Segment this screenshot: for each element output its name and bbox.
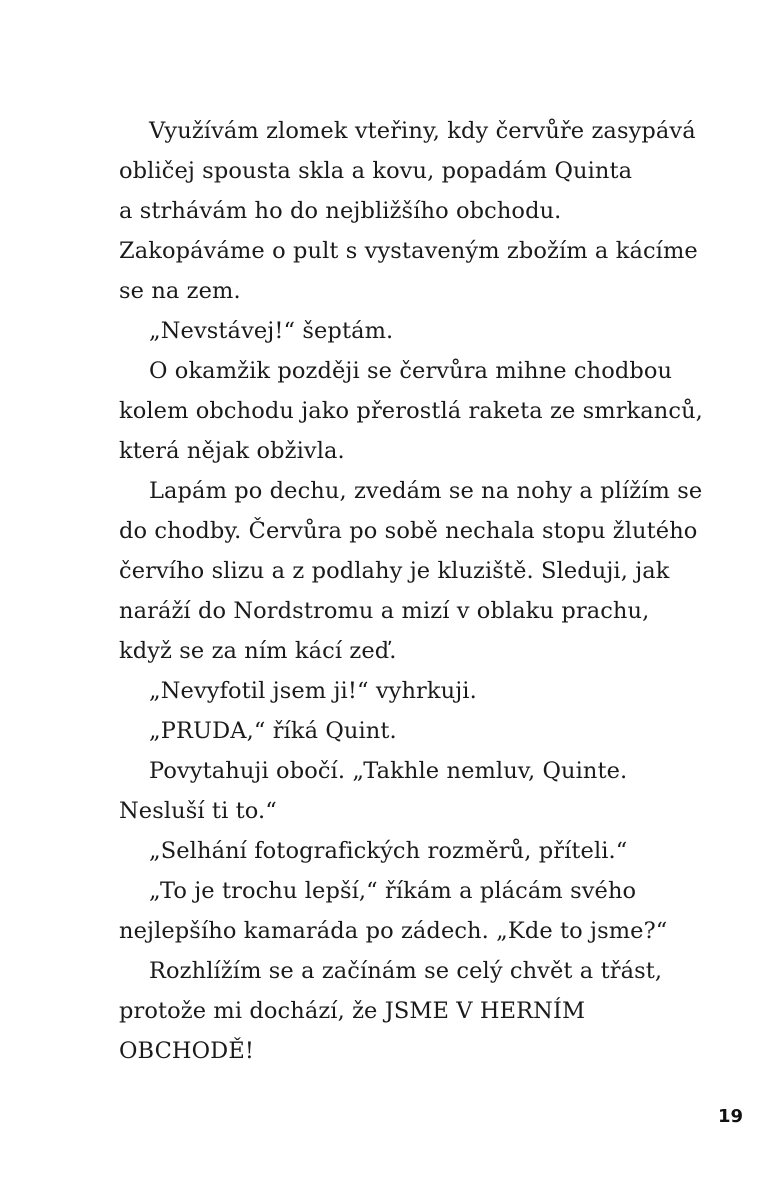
text-line: O okamžik později se červůra mihne chodbou (149, 358, 673, 384)
text-line: OBCHODĚ! (119, 1038, 254, 1064)
text-line: Rozhlížím se a začínám se celý chvět a třást, (149, 958, 663, 984)
text-line: Povytahuji obočí. „Takhle nemluv, Quinte. (149, 758, 628, 784)
text-line: Využívám zlomek vteřiny, kdy červůře zasypává (149, 118, 696, 144)
text-line: protože mi dochází, že JSME V HERNÍM (119, 998, 586, 1024)
text-line: naráží do Nordstromu a mizí v oblaku prachu, (119, 598, 650, 624)
text-line: červího slizu a z podlahy je kluziště. Sleduji, jak (119, 558, 670, 584)
text-line: kolem obchodu jako přerostlá raketa ze smrkanců, (119, 398, 703, 424)
text-line: obličej spousta skla a kovu, popadám Quinta (119, 158, 633, 184)
text-line: která nějak obživla. (119, 438, 345, 464)
text-line: „Selhání fotografických rozměrů, příteli.“ (149, 838, 628, 864)
text-line: a strhávám ho do nejbližšího obchodu. (119, 198, 562, 224)
text-line: „Nevstávej!“ šeptám. (149, 318, 394, 344)
text-line: „PRUDA,“ říká Quint. (149, 718, 397, 744)
text-line: Zakopáváme o pult s vystaveným zbožím a kácíme (119, 238, 698, 264)
page-number: 19 (717, 1106, 743, 1127)
text-line: když se za ním kácí zeď. (119, 638, 397, 664)
text-line: nejlepšího kamaráda po zádech. „Kde to jsme?“ (119, 918, 668, 944)
text-line: Lapám po dechu, zvedám se na nohy a plížím se (149, 478, 703, 504)
text-line: „Nevyfotil jsem ji!“ vyhrkuji. (149, 678, 477, 704)
text-line: do chodby. Červůra po sobě nechala stopu žlutého (119, 518, 698, 544)
body-text (119, 111, 719, 1071)
text-line: Nesluší ti to.“ (119, 798, 277, 824)
text-line: „To je trochu lepší,“ říkám a plácám svého (149, 878, 637, 904)
text-line: se na zem. (119, 278, 241, 304)
